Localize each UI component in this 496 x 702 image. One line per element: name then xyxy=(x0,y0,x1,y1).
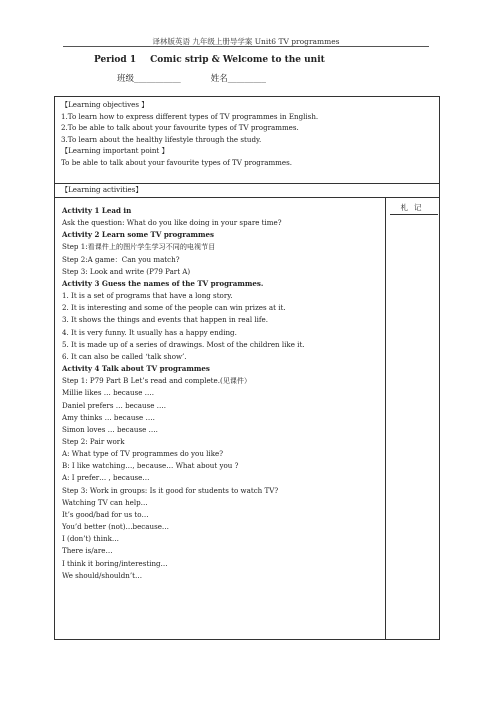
activity-line: Step 1:看课件上的图片学生学习不同的电视节目 xyxy=(62,242,216,252)
activity-line: You’d better (not)…because… xyxy=(62,522,170,532)
activity-line: 2. It is interesting and some of the people can win prizes at it. xyxy=(62,303,286,313)
activity-heading: Activity 4 Talk about TV programmes xyxy=(62,364,210,374)
activity-line: I think it boring/interesting… xyxy=(62,558,168,568)
activities-heading: 【Learning activities】 xyxy=(54,184,440,198)
activity-line: Millie likes … because …. xyxy=(62,388,155,398)
important-point-heading: 【Learning important point 】 xyxy=(61,146,169,156)
activity-line: It’s good/bad for us to… xyxy=(62,509,149,519)
activity-line: Step 2:A game：Can you match? xyxy=(62,254,180,264)
period-label: Period 1 xyxy=(94,55,137,65)
activity-line: Step 3: Work in groups: Is it good for students to watch TV? xyxy=(62,485,279,495)
activity-line: Simon loves … because …. xyxy=(62,424,158,434)
activity-line: Ask the question: What do you like doing in your spare time? xyxy=(62,218,282,228)
activity-line: Daniel prefers … because …. xyxy=(62,400,167,410)
activities-table xyxy=(54,198,440,640)
lesson-title xyxy=(94,55,339,65)
activity-line: 3. It shows the things and events that happen in real life. xyxy=(62,315,268,325)
header-divider xyxy=(63,46,429,47)
objectives-heading: 【Learning objectives 】 xyxy=(61,100,149,109)
objective-line: 3.To learn about the healthy lifestyle through the study. xyxy=(61,134,262,144)
objective-line: 2.To be able to talk about your favourite types of TV programmes. xyxy=(61,123,299,133)
activity-line: Step 2: Pair work xyxy=(62,436,125,446)
class-field[interactable]: 班级___________ xyxy=(117,74,181,84)
activity-line: A: What type of TV programmes do you like? xyxy=(62,449,223,459)
activity-heading: Activity 2 Learn some TV programmes xyxy=(62,230,215,240)
activity-line: 4. It is very funny. It usually has a happy ending. xyxy=(62,327,237,337)
activity-line: 5. It is made up of a series of drawings. Most of the children like it. xyxy=(62,339,305,349)
activities-content xyxy=(55,198,386,639)
activity-line: Step 1: P79 Part B Let’s read and complete.(见课件） xyxy=(62,376,252,386)
activity-heading: Activity 1 Lead in xyxy=(62,206,132,215)
activity-line: I (don’t) think… xyxy=(62,534,119,544)
activity-line: We should/shouldn’t… xyxy=(62,570,143,580)
activity-line: 6. It can also be called ‘talk show’. xyxy=(62,351,187,361)
activity-line: A: I prefer… , because… xyxy=(62,473,150,483)
notes-column-header: 札记 xyxy=(390,202,438,215)
important-point-line: To be able to talk about your favourite types of TV programmes. xyxy=(61,157,293,167)
activity-line: Step 3: Look and write (P79 Part A) xyxy=(62,266,191,276)
page-header: 译林版英语 九年级上册导学案 Unit6 TV programmes xyxy=(152,37,340,46)
activity-line: 1. It is a set of programs that have a long story. xyxy=(62,291,233,301)
student-info xyxy=(117,72,266,84)
objectives-box xyxy=(54,96,440,184)
activity-line: B: I like watching…, because… What about you ? xyxy=(62,461,239,471)
activity-line: Watching TV can help… xyxy=(62,497,148,507)
name-field[interactable]: 姓名_________ xyxy=(210,74,267,84)
activity-heading: Activity 3 Guess the names of the TV programmes. xyxy=(62,278,264,288)
activity-line: There is/are… xyxy=(62,546,113,556)
objective-line: 1.To learn how to express different types of TV programmes in English. xyxy=(61,111,319,121)
activity-line: Amy thinks … because …. xyxy=(62,412,155,422)
topic-label: Comic strip & Welcome to the unit xyxy=(150,55,325,65)
